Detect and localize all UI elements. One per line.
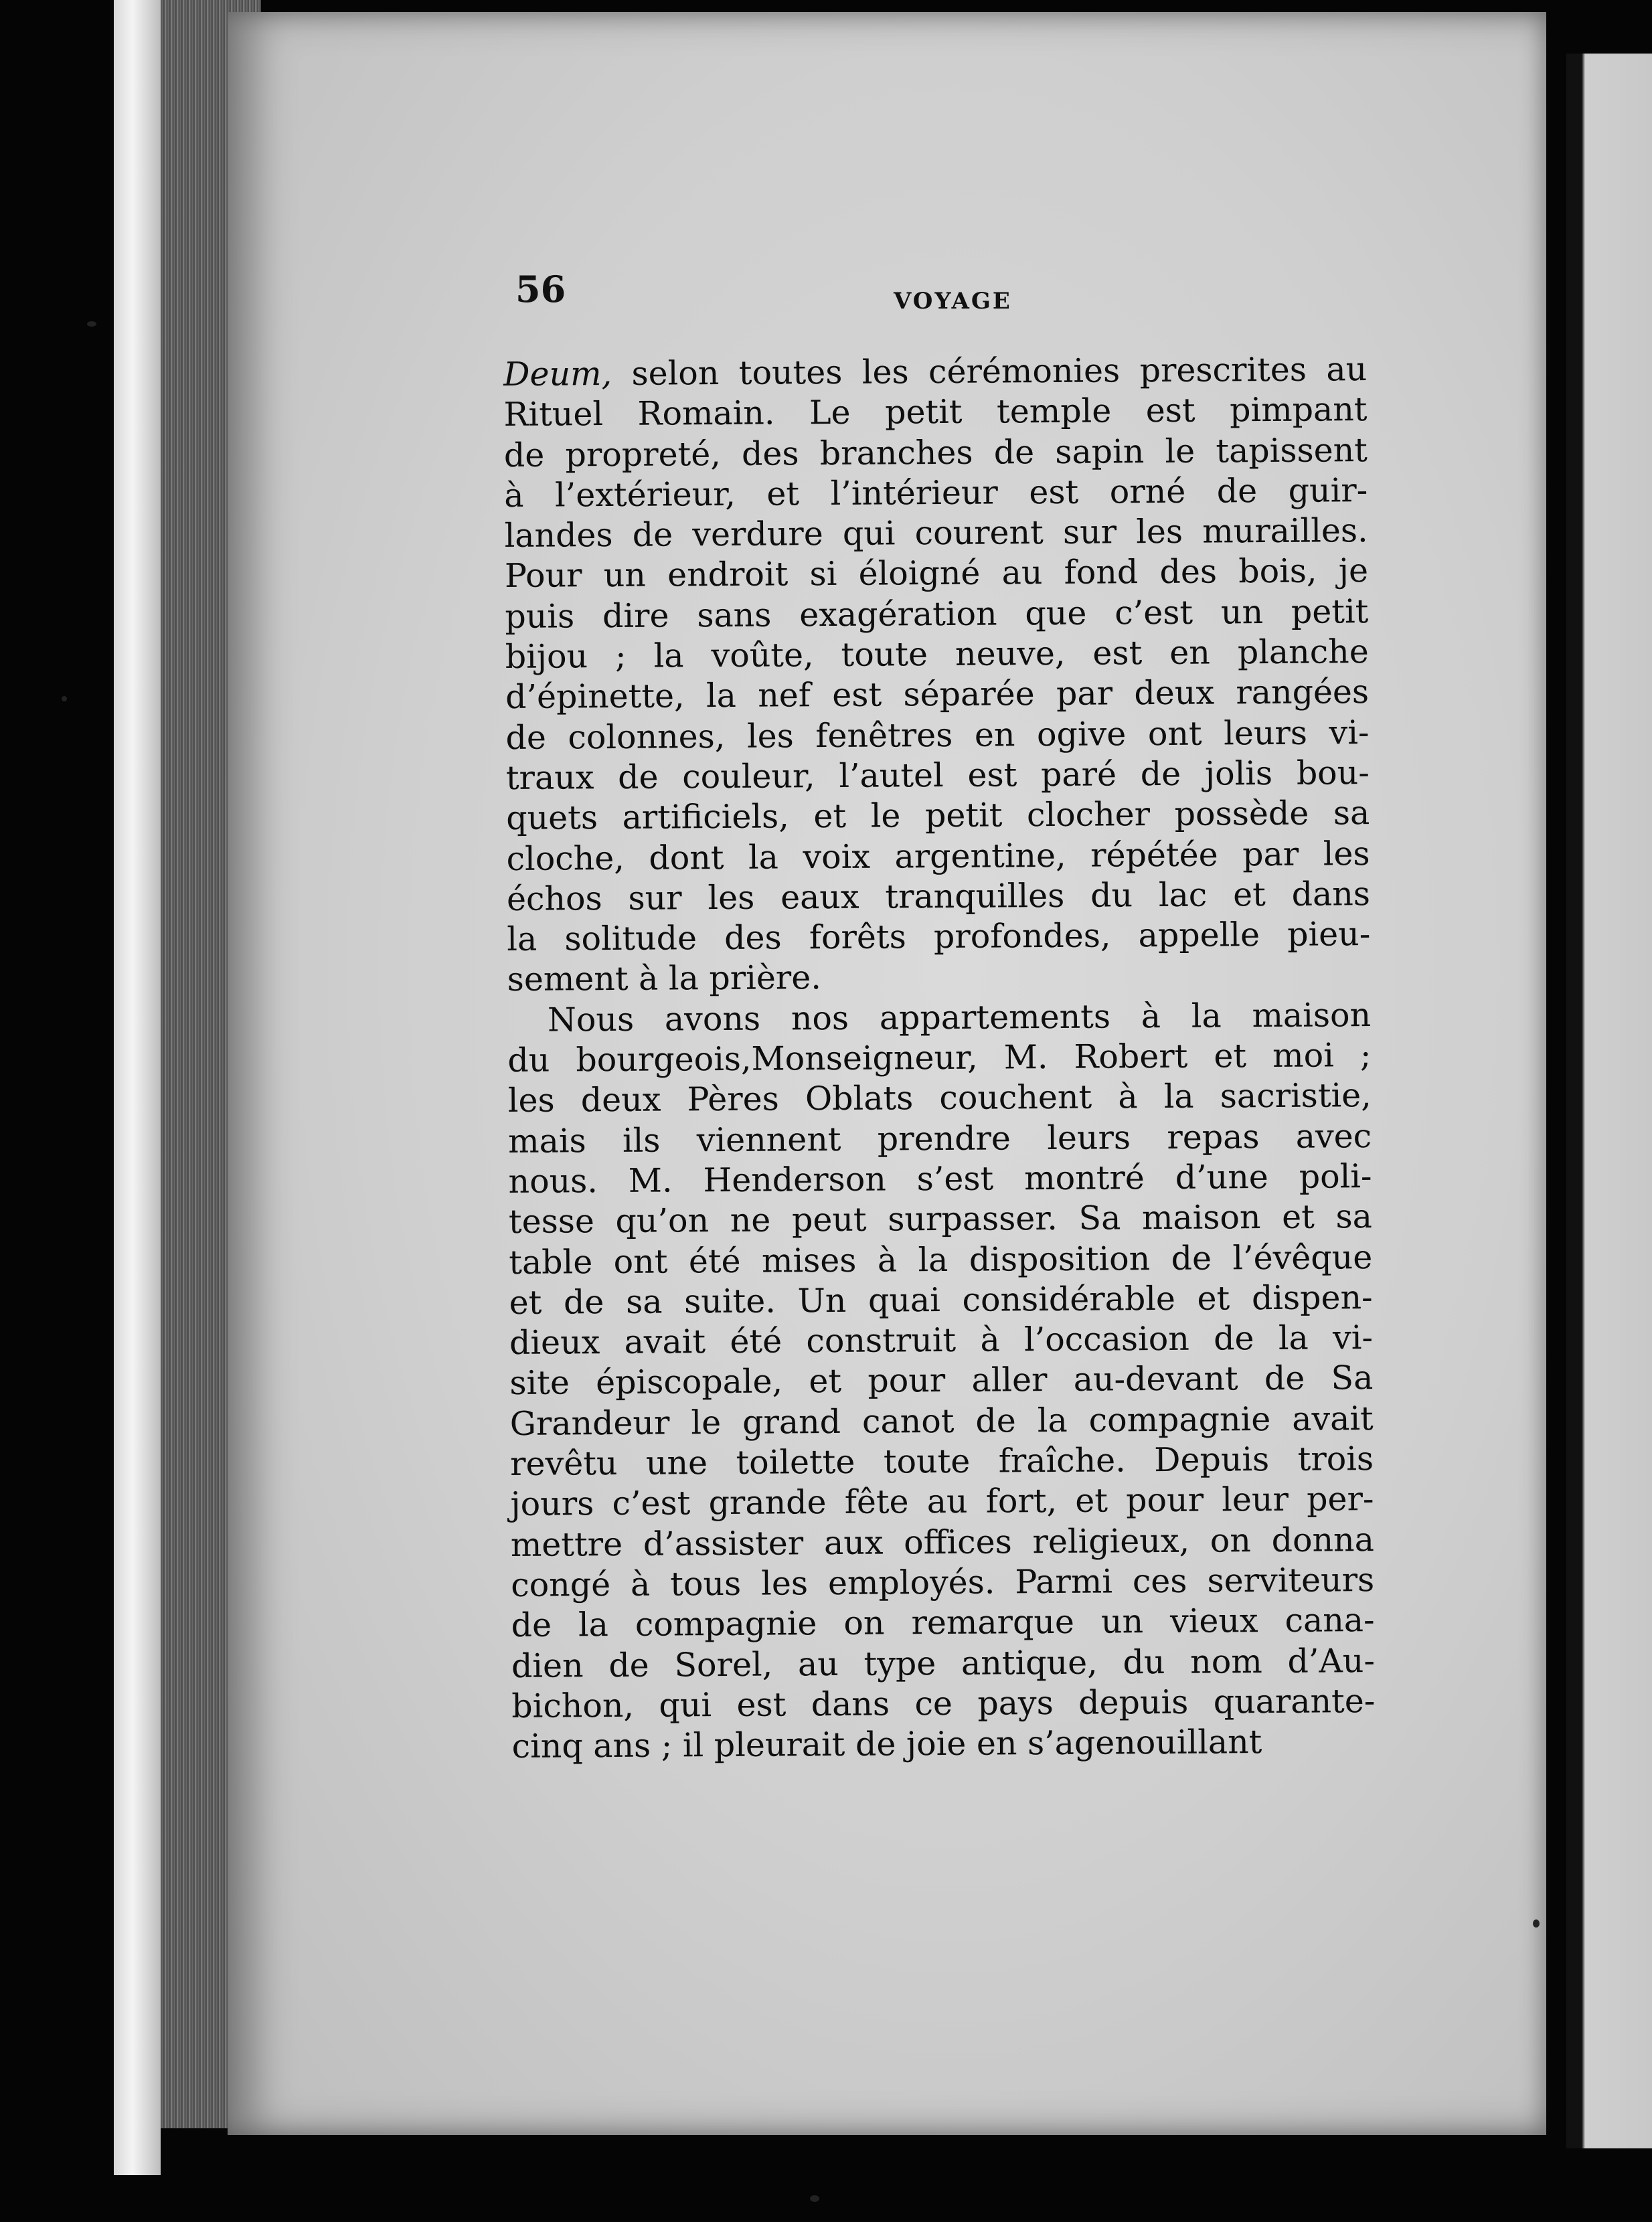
text-line: mettre d’assister aux offices religieux, on donna	[510, 1520, 1375, 1564]
text-line: de propreté, des branches de sapin le tapissent	[503, 430, 1368, 475]
text-line: jours c’est grande fête au fort, et pour leur per-	[510, 1480, 1374, 1524]
text-line: sement à la prière.	[507, 958, 822, 999]
text-line: Pour un endroit si éloigné au fond des bois, je	[504, 551, 1369, 596]
text-line: la solitude des forêts profondes, appelle pieu-	[507, 915, 1371, 959]
text-line: quets artificiels, et le petit clocher possède sa	[506, 794, 1370, 838]
text-line: site épiscopale, et pour aller au-devant de Sa	[509, 1359, 1374, 1403]
page-number: 56	[515, 268, 566, 311]
text-line: cinq ans ; il pleurait de joie en s’agenouillant	[511, 1723, 1262, 1766]
text-line: landes de verdure qui courent sur les murailles.	[504, 511, 1368, 556]
text-line: dien de Sorel, au type antique, du nom d’Au-	[511, 1641, 1376, 1685]
text-line: de la compagnie on remarque un vieux cana-	[511, 1601, 1375, 1645]
facing-page-edge	[1566, 54, 1652, 2148]
text-line: les deux Pères Oblats couchent à la sacristie,	[507, 1076, 1372, 1120]
text-line: traux de couleur, l’autel est paré de jolis bou-	[505, 754, 1370, 797]
scan-speck	[1533, 1919, 1540, 1928]
text-line: tesse qu’on ne peut surpasser. Sa maison et sa	[508, 1197, 1373, 1242]
text-line: échos sur les eaux tranquilles du lac et dans	[506, 874, 1371, 918]
scan-speck	[87, 321, 96, 327]
text-line	[503, 349, 1367, 395]
text-line: nous. M. Henderson s’est montré d’une poli-	[508, 1157, 1372, 1201]
text-line: mais ils viennent prendre leurs repas avec	[508, 1116, 1372, 1161]
running-head	[515, 268, 1372, 328]
body-text	[503, 349, 1376, 1767]
previous-page-strip	[114, 0, 161, 2175]
scan-speck	[810, 2195, 819, 2202]
text-line: d’épinette, la nef est séparée par deux rangées	[505, 673, 1370, 717]
text-line: cloche, dont la voix argentine, répétée par les	[506, 834, 1370, 878]
text-line: Nous avons nos appartements à la maison	[547, 995, 1372, 1039]
text-line: de colonnes, les fenêtres en ogive ont leurs vi-	[505, 713, 1370, 757]
text-line: puis dire sans exagération que c’est un petit	[505, 592, 1369, 636]
line-text: selon toutes les cérémonies prescrites au	[611, 350, 1368, 394]
scan-speck	[62, 696, 67, 701]
text-line: Rituel Romain. Le petit temple est pimpant	[503, 390, 1368, 434]
page-header: VOYAGE	[894, 288, 1012, 315]
text-line: à l’extérieur, et l’intérieur est orné de guir-	[504, 471, 1368, 515]
text-line: et de sa suite. Un quai considérable et dispen-	[509, 1278, 1373, 1322]
text-line: Grandeur le grand canot de la compagnie avait	[509, 1399, 1374, 1443]
text-line: du bourgeois,Monseigneur, M. Robert et moi ;	[507, 1036, 1372, 1080]
text-line: revêtu une toilette toute fraîche. Depuis trois	[509, 1440, 1374, 1483]
text-line: dieux avait été construit à l’occasion de la vi-	[509, 1318, 1374, 1363]
text-line: bichon, qui est dans ce pays depuis quarante-	[511, 1681, 1376, 1725]
text-line: bijou ; la voûte, toute neuve, est en planche	[505, 632, 1369, 677]
text-line: table ont été mises à la disposition de l’évêque	[509, 1237, 1373, 1282]
text-line: congé à tous les employés. Parmi ces serviteurs	[511, 1560, 1375, 1604]
italic-word: Deum,	[503, 355, 612, 394]
